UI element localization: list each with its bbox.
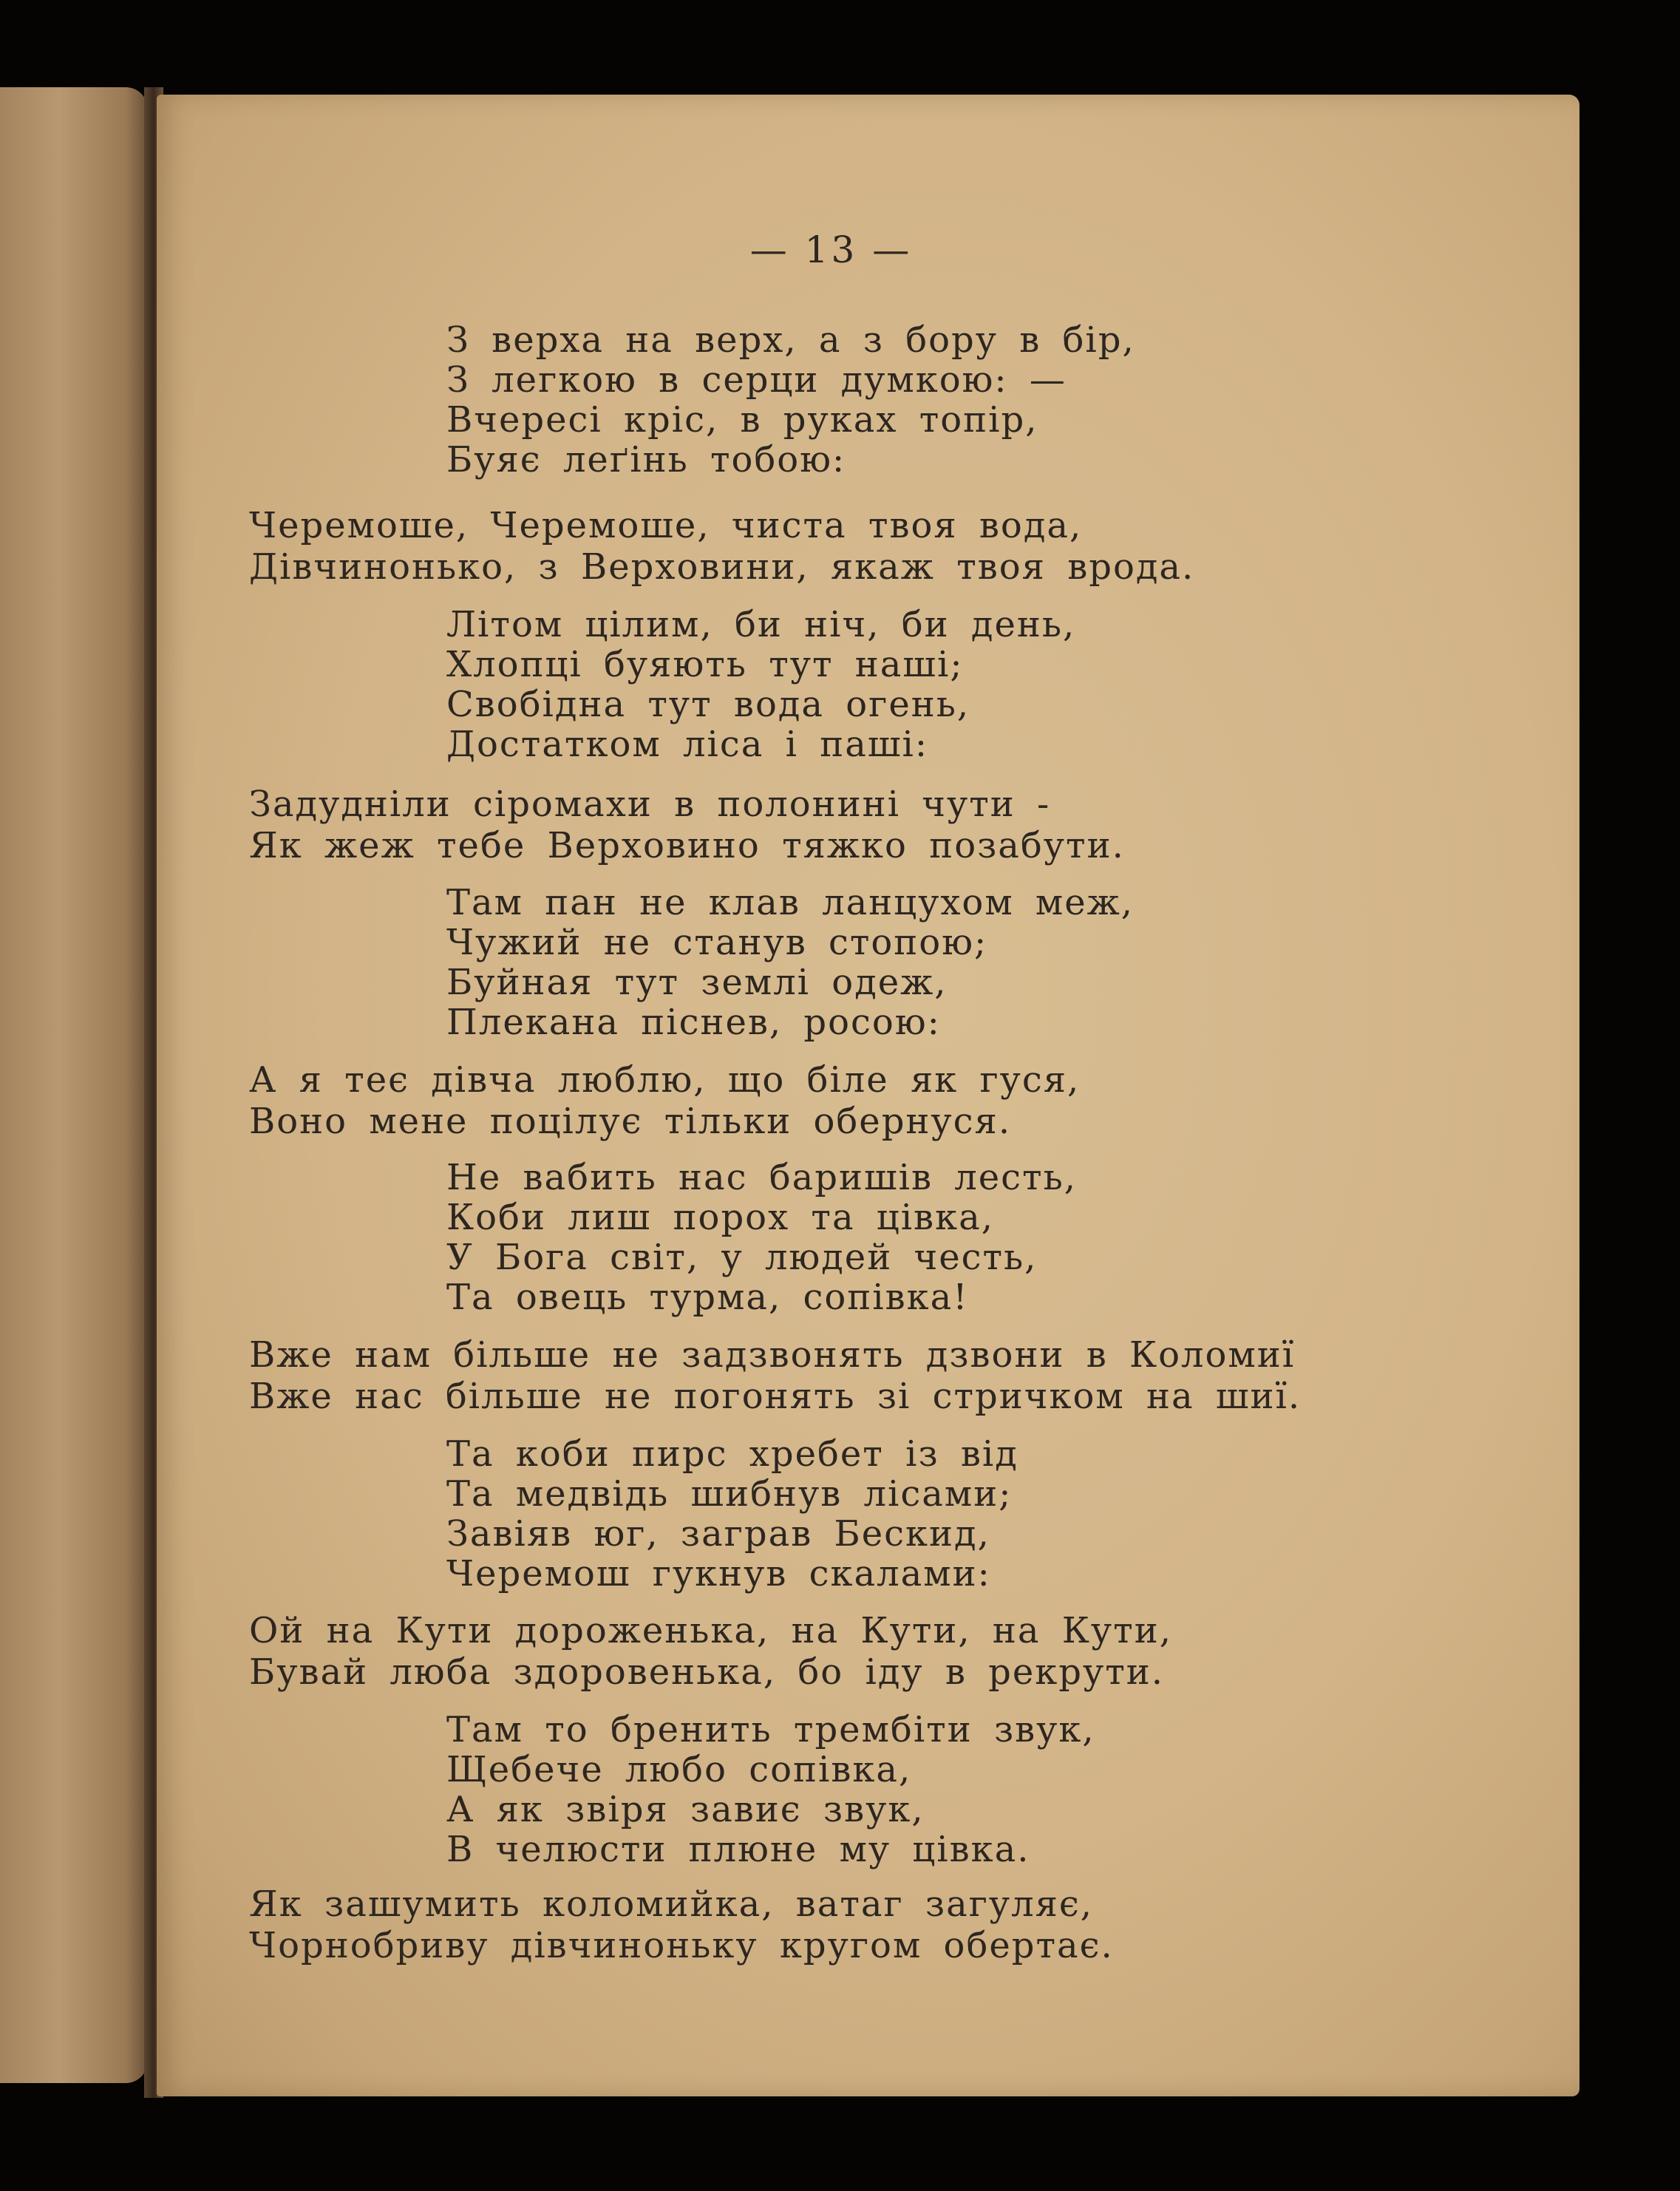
stanza-line: Хлопці буяють тут наші; <box>446 644 964 685</box>
refrain-line: Як зашумить коломийка, ватаг загуляє, <box>249 1883 1094 1925</box>
refrain-line: А я теє дівча люблю, що біле як гуся, <box>249 1059 1081 1101</box>
refrain-4 <box>249 1334 1301 1417</box>
stanza-line: Черемош гукнув скалами: <box>446 1553 991 1594</box>
refrain-line: Воно мене поцілує тільки обернуся. <box>249 1101 1012 1142</box>
refrain-3 <box>249 1059 1080 1142</box>
stanza-line: Та овець турма, сопівка! <box>446 1277 969 1318</box>
book-page <box>157 95 1579 2096</box>
refrain-line: Вже нас більше не погонять зі стричком на шиї. <box>249 1376 1302 1417</box>
stanza-line: Буйная тут землі одеж, <box>446 962 948 1003</box>
refrain-line: Бувай люба здоровенька, бо іду в рекрути. <box>249 1651 1165 1693</box>
stanza-line: Там пан не клав ланцухом меж, <box>446 882 1135 923</box>
stanza-5 <box>446 1434 1018 1594</box>
poem <box>157 95 1579 2096</box>
refrain-line: Задудніли сіромахи в полонині чути - <box>249 784 1051 825</box>
refrain-line: Черемоше, Черемоше, чиста твоя вода, <box>249 505 1083 546</box>
refrain-2 <box>249 784 1125 866</box>
stanza-line: А як звіря завиє звук, <box>446 1789 925 1830</box>
stanza-line: Чужий не станув стопою; <box>446 922 988 963</box>
stanza-line: В челюсти плюне му цівка. <box>446 1829 1030 1870</box>
refrain-1 <box>249 505 1194 588</box>
stanza-line: Там то бренить трембіти звук, <box>446 1709 1095 1750</box>
stanza-line: Буяє леґінь тобою: <box>446 439 846 480</box>
stanza-3 <box>446 883 1134 1042</box>
stanza-line: Літом цілим, би ніч, би день, <box>446 604 1076 645</box>
refrain-6 <box>249 1883 1114 1966</box>
stanza-line: Свобідна тут вода огень, <box>446 684 970 725</box>
stanza-line: Не вабить нас баришів лесть, <box>446 1157 1077 1198</box>
refrain-line: Дівчинонько, з Верховини, якаж твоя врода. <box>249 546 1195 588</box>
stanza-line: Щебече любо сопівка, <box>446 1749 912 1790</box>
stanza-2 <box>446 605 1075 764</box>
previous-page-edge <box>0 87 148 2083</box>
stanza-line: Завіяв юг, заграв Бескид, <box>446 1513 990 1555</box>
stanza-line: З верха на верх, а з бору в бір, <box>446 319 1135 361</box>
stanza-line: Вчересі кріс, в руках топір, <box>446 399 1038 441</box>
stanza-line: Та медвідь шибнув лісами; <box>446 1473 1013 1515</box>
page-number: — 13 — <box>749 228 913 271</box>
stanza-line: Достатком ліса і паші: <box>446 724 928 765</box>
stanza-6 <box>446 1710 1095 1869</box>
stanza-line: З легкою в серци думкою: — <box>446 359 1067 401</box>
stanza-line: Плекана піснев, росою: <box>446 1002 941 1043</box>
refrain-5 <box>249 1610 1172 1693</box>
stanza-4 <box>446 1158 1077 1317</box>
stanza-line: Коби лиш порох та цівка, <box>446 1197 994 1238</box>
stanza-line: У Бога світ, у людей честь, <box>446 1237 1038 1278</box>
stanza-1 <box>446 320 1135 480</box>
refrain-line: Як жеж тебе Верховино тяжко позабути. <box>249 825 1125 866</box>
refrain-line: Вже нам більше не задзвонять дзвони в Коломиї <box>249 1334 1296 1376</box>
stanza-line: Та коби пирс хребет із від <box>446 1433 1018 1475</box>
refrain-line: Чорнобриву дівчиноньку кругом обертає. <box>249 1925 1114 1966</box>
refrain-line: Ой на Кути дороженька, на Кути, на Кути, <box>249 1610 1172 1651</box>
